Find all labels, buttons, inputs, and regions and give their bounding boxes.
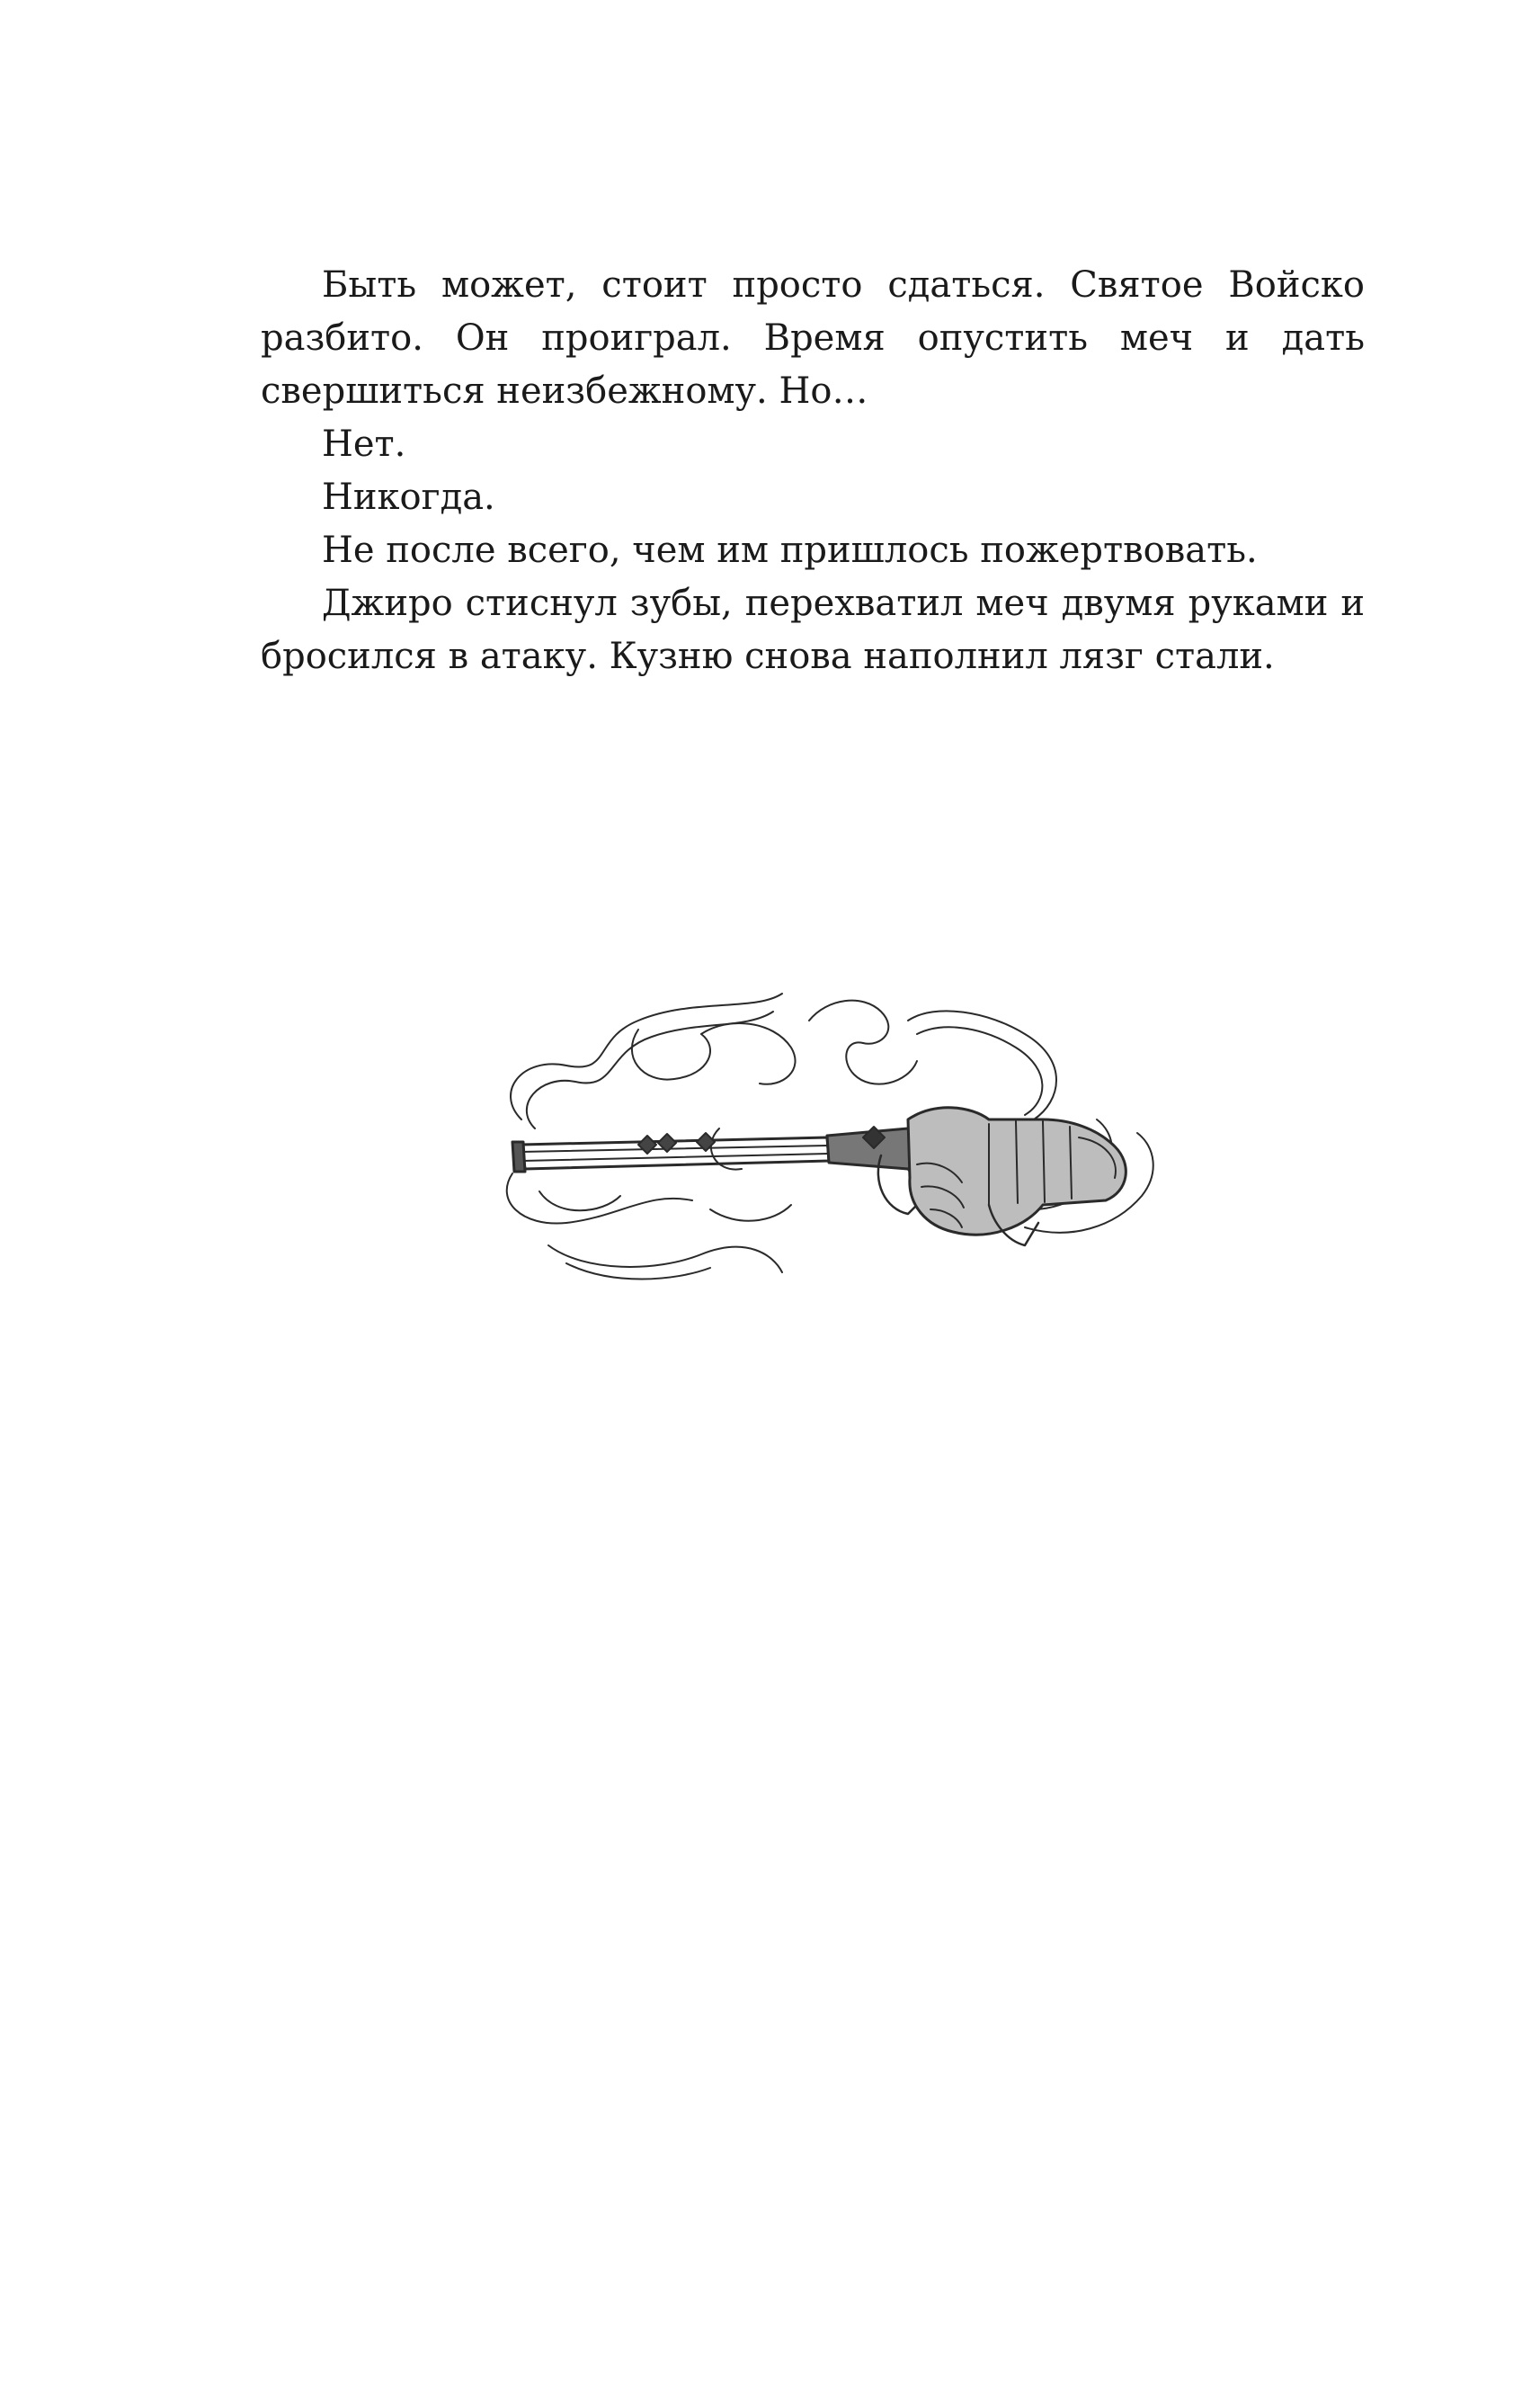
body-text bbox=[261, 259, 1365, 683]
paragraph-2: Нет. bbox=[322, 424, 406, 465]
paragraph-1: Быть может, стоит просто сдаться. Святое Войско разбито. Он проиграл. Время опустить меч и дать свершиться неизбежному. Но… bbox=[261, 264, 1365, 412]
paragraph-4: Не после всего, чем им пришлось пожертвовать. bbox=[322, 530, 1258, 571]
paragraph-5: Джиро стиснул зубы, перехватил меч двумя руками и бросился в атаку. Кузню снова наполнил лязг стали. bbox=[261, 583, 1365, 677]
flintlock-pistol-in-gauntlet-with-smoke-icon bbox=[485, 985, 1187, 1308]
paragraph-3: Никогда. bbox=[322, 477, 495, 518]
